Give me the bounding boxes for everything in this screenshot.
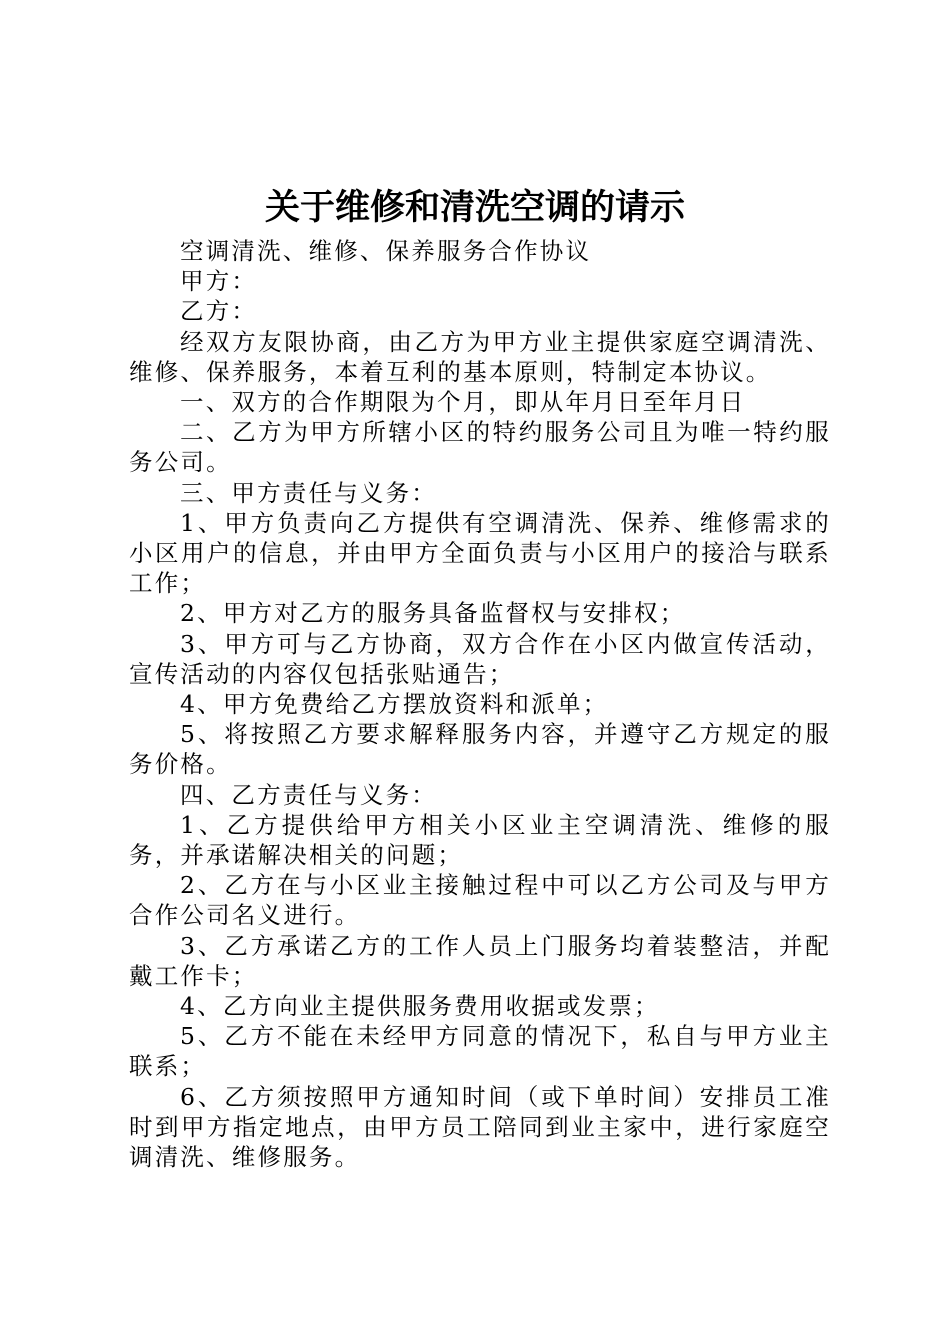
clause-3-item-3: 3、甲方可与乙方协商，双方合作在小区内做宣传活动，宣传活动的内容仅包括张贴通告； <box>129 629 831 688</box>
document-body <box>129 236 831 1172</box>
clause-4-heading: 四、乙方责任与义务： <box>180 780 437 809</box>
preamble-paragraph: 经双方友限协商，由乙方为甲方业主提供家庭空调清洗、维修、保养服务，本着互利的基本原则，特制定本协议。 <box>129 327 831 386</box>
party-b-label: 乙方： <box>180 297 258 326</box>
clause-3-item-1: 1、甲方负责向乙方提供有空调清洗、保养、维修需求的小区用户的信息，并由甲方全面负责与小区用户的接洽与联系工作； <box>129 508 831 598</box>
clause-4-item-6: 6、乙方须按照甲方通知时间（或下单时间）安排员工准时到甲方指定地点，由甲方员工陪同到业主家中，进行家庭空调清洗、维修服务。 <box>129 1082 831 1172</box>
clause-4-item-3: 3、乙方承诺乙方的工作人员上门服务均着装整洁，并配戴工作卡； <box>129 931 831 990</box>
clause-2-exclusive: 二、乙方为甲方所辖小区的特约服务公司且为唯一特约服务公司。 <box>129 418 831 477</box>
clause-3-item-4: 4、甲方免费给乙方摆放资料和派单； <box>180 690 609 719</box>
clause-3-item-2: 2、甲方对乙方的服务具备监督权与安排权； <box>180 599 686 628</box>
clause-4-item-2: 2、乙方在与小区业主接触过程中可以乙方公司及与甲方合作公司名义进行。 <box>129 871 831 930</box>
clause-3-item-5: 5、将按照乙方要求解释服务内容，并遵守乙方规定的服务价格。 <box>129 720 831 779</box>
clause-1-term: 一、双方的合作期限为个月，即从年月日至年月日 <box>180 388 746 417</box>
document-title: 关于维修和清洗空调的请示 <box>264 187 685 228</box>
clause-3-heading: 三、甲方责任与义务： <box>180 478 437 507</box>
clause-4-item-4: 4、乙方向业主提供服务费用收据或发票； <box>180 992 660 1021</box>
clause-4-item-5: 5、乙方不能在未经甲方同意的情况下，私自与甲方业主联系； <box>129 1022 831 1081</box>
party-a-label: 甲方： <box>180 267 258 296</box>
clause-4-item-1: 1、乙方提供给甲方相关小区业主空调清洗、维修的服务，并承诺解决相关的问题； <box>129 810 831 870</box>
agreement-heading: 空调清洗、维修、保养服务合作协议 <box>180 237 592 265</box>
